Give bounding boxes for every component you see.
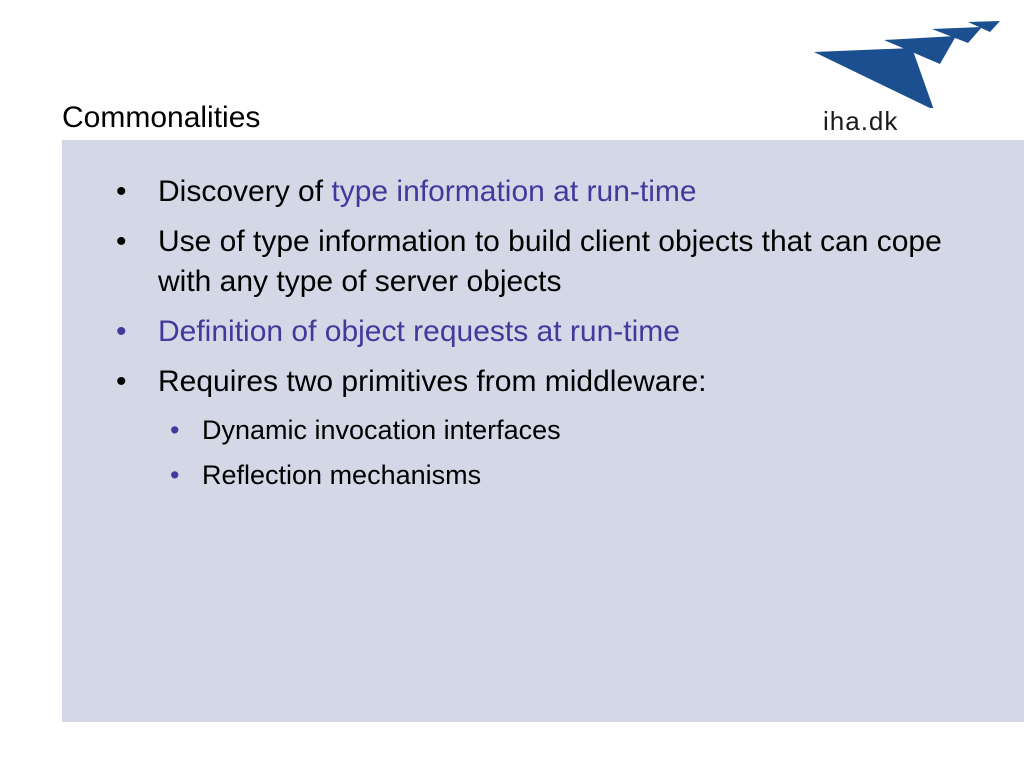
bullet-text: Use of type information to build client objects that can cope with any type of server objects: [158, 225, 942, 298]
bullet-marker: •: [116, 175, 127, 208]
sub-bullet-marker: •: [170, 460, 180, 490]
bullet-text: Definition of object requests at run-time: [158, 315, 680, 348]
bullet-marker: •: [116, 365, 127, 398]
sub-bullet-dynamic-invocation: [62, 412, 1024, 448]
bullet-marker: •: [116, 225, 127, 258]
bullet-list: [62, 172, 1024, 502]
slide-title: Commonalities: [62, 101, 261, 134]
sub-bullet-marker: •: [170, 415, 180, 445]
sub-bullet-text: Reflection mechanisms: [202, 460, 482, 490]
sub-bullet-reflection: [62, 457, 1024, 493]
iha-logo: [808, 18, 1008, 136]
bullet-marker: •: [116, 315, 127, 348]
bullet-type-information: [62, 222, 1024, 302]
content-panel: [62, 140, 1024, 722]
bullet-definition: [62, 312, 1024, 352]
bullet-requires: [62, 362, 1024, 402]
bullet-text: Discovery of: [158, 175, 332, 208]
bullet-text: Requires two primitives from middleware:: [158, 365, 707, 398]
bullet-discovery: [62, 172, 1024, 212]
sub-bullet-text: Dynamic invocation interfaces: [202, 415, 561, 445]
bullet-accent-text: type information at run-time: [331, 175, 697, 208]
logo-wings-icon: [808, 18, 1008, 108]
logo-text: iha.dk: [823, 106, 899, 136]
